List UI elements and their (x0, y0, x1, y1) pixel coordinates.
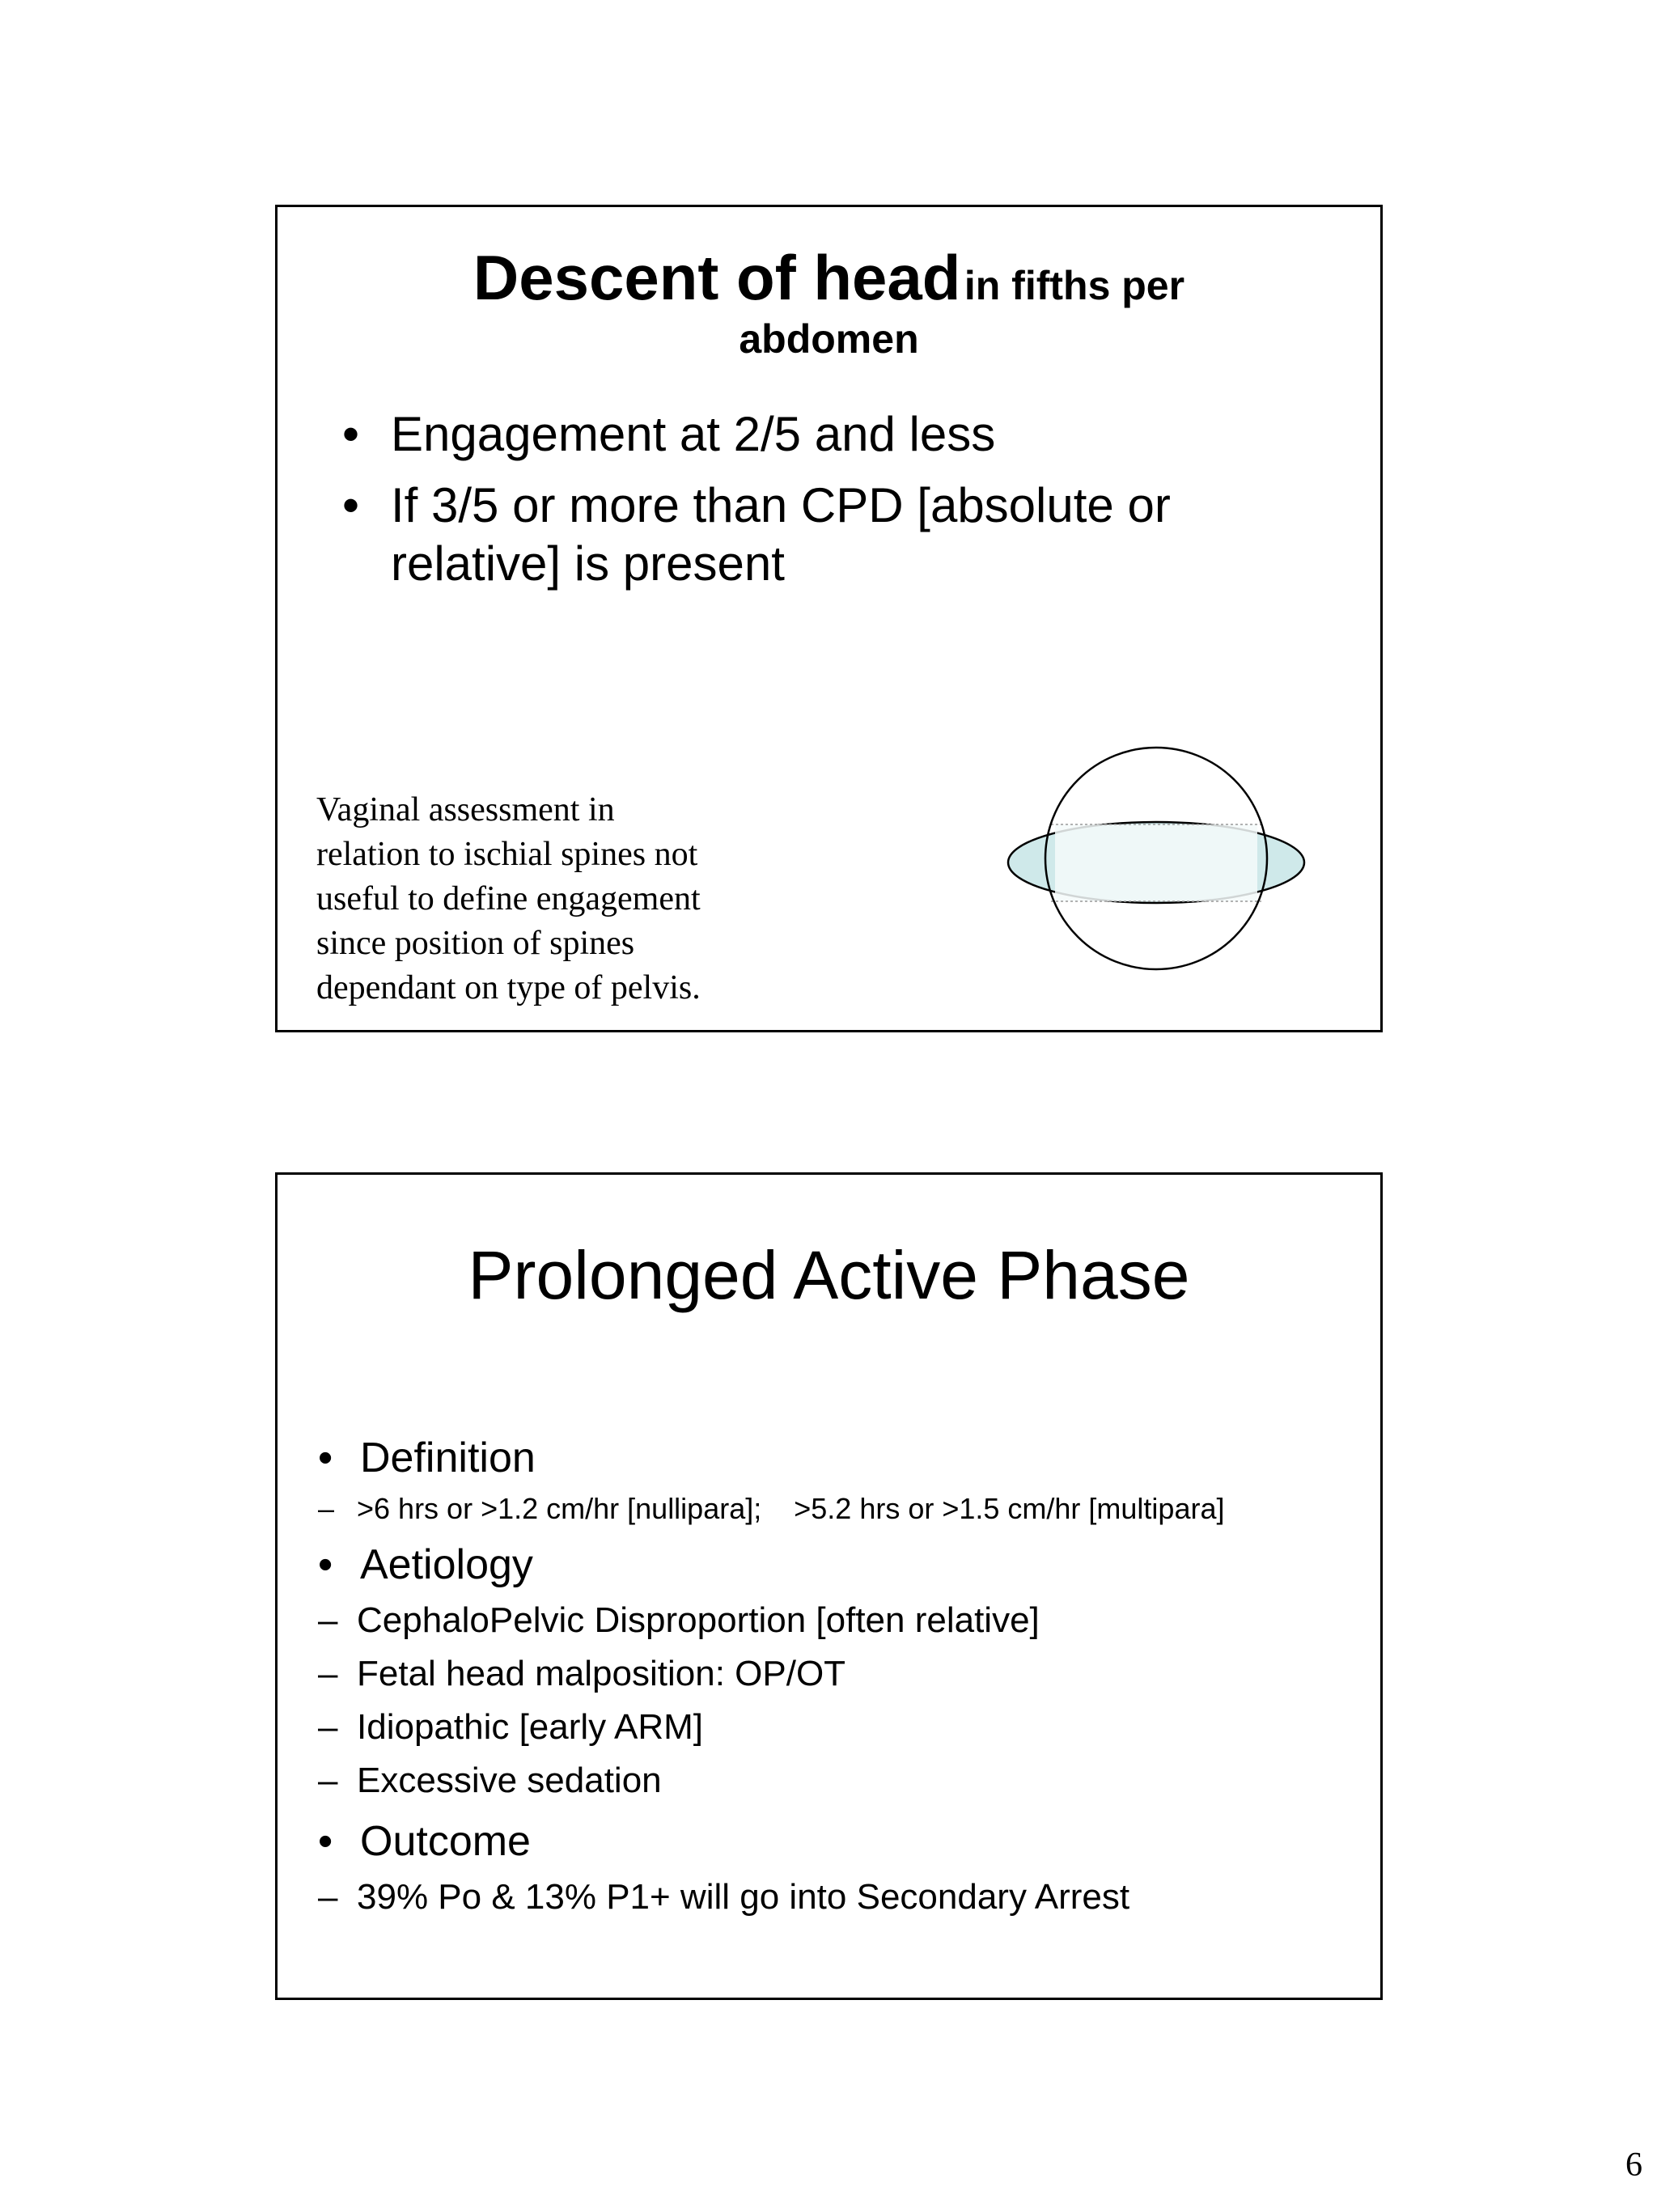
bullet-text: Engagement at 2/5 and less (391, 407, 996, 461)
slide-prolonged-active-phase (275, 1172, 1383, 2000)
dash-icon: – (318, 1654, 338, 1693)
sub-bullet-item (318, 1754, 1370, 1807)
note-line: since position of spines (316, 925, 635, 962)
slide-title: Prolonged Active Phase (468, 1237, 1190, 1313)
bullet-aetiology (318, 1539, 1370, 1591)
definition-nullipara: >6 hrs or >1.2 cm/hr [nullipara]; (357, 1492, 762, 1525)
fetal-head-pelvis-diagram (1002, 741, 1310, 972)
sub-bullet-list (318, 1871, 1370, 1924)
sub-bullet-list (318, 1487, 1370, 1531)
slide-descent-of-head (275, 205, 1383, 1032)
sub-bullet-item (318, 1647, 1370, 1701)
engagement-note (316, 788, 769, 1011)
bullet-label: Aetiology (360, 1541, 533, 1588)
sub-bullet-text: Idiopathic [early ARM] (357, 1707, 703, 1747)
sub-bullet-item (318, 1701, 1370, 1754)
bullet-item (342, 477, 1313, 593)
bullet-label: Definition (360, 1434, 536, 1481)
sub-bullet-item (318, 1871, 1370, 1924)
sub-bullet-text: CephaloPelvic Disproportion [often relative] (357, 1600, 1040, 1640)
dash-icon: – (318, 1600, 338, 1640)
bullet-list (342, 405, 1313, 606)
note-line: dependant on type of pelvis. (316, 969, 701, 1006)
bullet-list (318, 1429, 1370, 1932)
note-line: relation to ischial spines not (316, 836, 698, 873)
dash-icon: – (318, 1492, 335, 1525)
note-line: useful to define engagement (316, 880, 701, 917)
bullet-label: Outcome (360, 1818, 531, 1865)
bullet-outcome (318, 1816, 1370, 1867)
title-subtitle: in fifths per (964, 263, 1185, 308)
bullet-icon: • (342, 407, 360, 461)
bullet-item (342, 405, 1313, 464)
slide-title (278, 242, 1380, 362)
dash-icon: – (318, 1877, 338, 1917)
sub-bullet-item (318, 1487, 1370, 1531)
sub-bullet-text: Excessive sedation (357, 1761, 662, 1800)
sub-bullet-text: Fetal head malposition: OP/OT (357, 1654, 846, 1693)
overlap-shading (1055, 824, 1257, 901)
dash-icon: – (318, 1761, 338, 1800)
bullet-text: If 3/5 or more than CPD [absolute or relative] is present (391, 478, 1171, 591)
bullet-icon: • (318, 1818, 333, 1865)
sub-bullet-text: 39% Po & 13% P1+ will go into Secondary Arrest (357, 1877, 1130, 1917)
bullet-definition (318, 1432, 1370, 1484)
dash-icon: – (318, 1707, 338, 1747)
bullet-icon: • (342, 478, 360, 532)
title-main: Descent of head (473, 242, 961, 313)
definition-multipara: >5.2 hrs or >1.5 cm/hr [multipara] (794, 1492, 1225, 1525)
sub-bullet-item (318, 1594, 1370, 1647)
bullet-icon: • (318, 1541, 333, 1588)
page-number: 6 (1625, 2146, 1642, 2184)
bullet-icon: • (318, 1434, 333, 1481)
note-line: Vaginal assessment in (316, 791, 615, 828)
sub-bullet-list (318, 1594, 1370, 1807)
title-subtitle-line2: abdomen (739, 316, 919, 362)
